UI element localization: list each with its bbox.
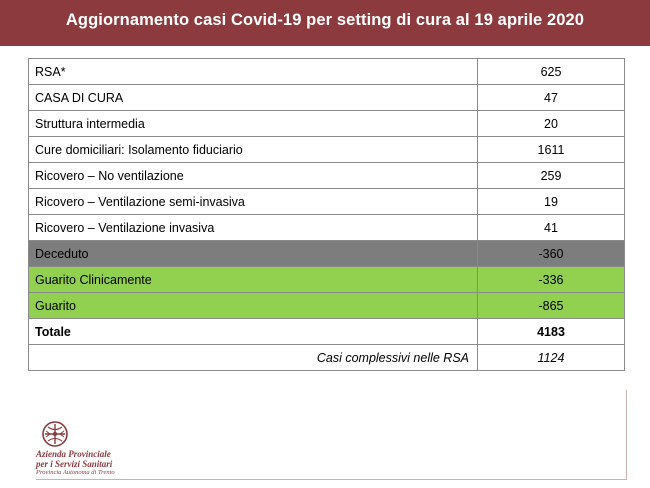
table-row [29,85,625,111]
table-row [29,59,625,85]
table-row [29,189,625,215]
table-row [29,137,625,163]
row-label-ricovero-no-ventilazione: Ricovero – No ventilazione [29,163,478,189]
table-row [29,163,625,189]
footer-vertical-divider [626,390,627,480]
row-label-casa-di-cura: CASA DI CURA [29,85,478,111]
row-value-guarito: -865 [478,293,625,319]
org-name-line3: Provincia Autonoma di Trento [36,469,115,476]
page-title: Aggiornamento casi Covid-19 per setting di cura al 19 aprile 2020 [65,11,585,29]
row-value-casi-rsa: 1124 [478,345,625,371]
footer-divider [36,479,626,480]
row-value-ricovero-no-ventilazione: 259 [478,163,625,189]
org-name-line2: per i Servizi Sanitari [36,459,113,469]
row-value-casa-di-cura: 47 [478,85,625,111]
row-label-casi-rsa: Casi complessivi nelle RSA [29,345,478,371]
org-name-line1: Azienda Provinciale [36,449,111,459]
row-value-guarito-clinicamente: -336 [478,267,625,293]
row-label-guarito-clinicamente: Guarito Clinicamente [29,267,478,293]
row-value-cure-domiciliari: 1611 [478,137,625,163]
table-row-deceduto [29,241,625,267]
row-value-totale: 4183 [478,319,625,345]
row-value-ventilazione-semi-invasiva: 19 [478,189,625,215]
table-row [29,215,625,241]
table-row [29,111,625,137]
row-label-ventilazione-invasiva: Ricovero – Ventilazione invasiva [29,215,478,241]
cases-table [28,58,625,371]
row-label-guarito: Guarito [29,293,478,319]
row-label-totale: Totale [29,319,478,345]
row-value-deceduto: -360 [478,241,625,267]
row-value-rsa: 625 [478,59,625,85]
table-row-totale [29,319,625,345]
table-row-casi-rsa [29,345,625,371]
row-label-deceduto: Deceduto [29,241,478,267]
row-label-rsa: RSA* [29,59,478,85]
table-row-guarito [29,293,625,319]
row-label-cure-domiciliari: Cure domiciliari: Isolamento fiduciario [29,137,478,163]
table-row-guarito-clinicamente [29,267,625,293]
row-label-ventilazione-semi-invasiva: Ricovero – Ventilazione semi-invasiva [29,189,478,215]
row-value-struttura-intermedia: 20 [478,111,625,137]
row-value-ventilazione-invasiva: 41 [478,215,625,241]
row-label-struttura-intermedia: Struttura intermedia [29,111,478,137]
